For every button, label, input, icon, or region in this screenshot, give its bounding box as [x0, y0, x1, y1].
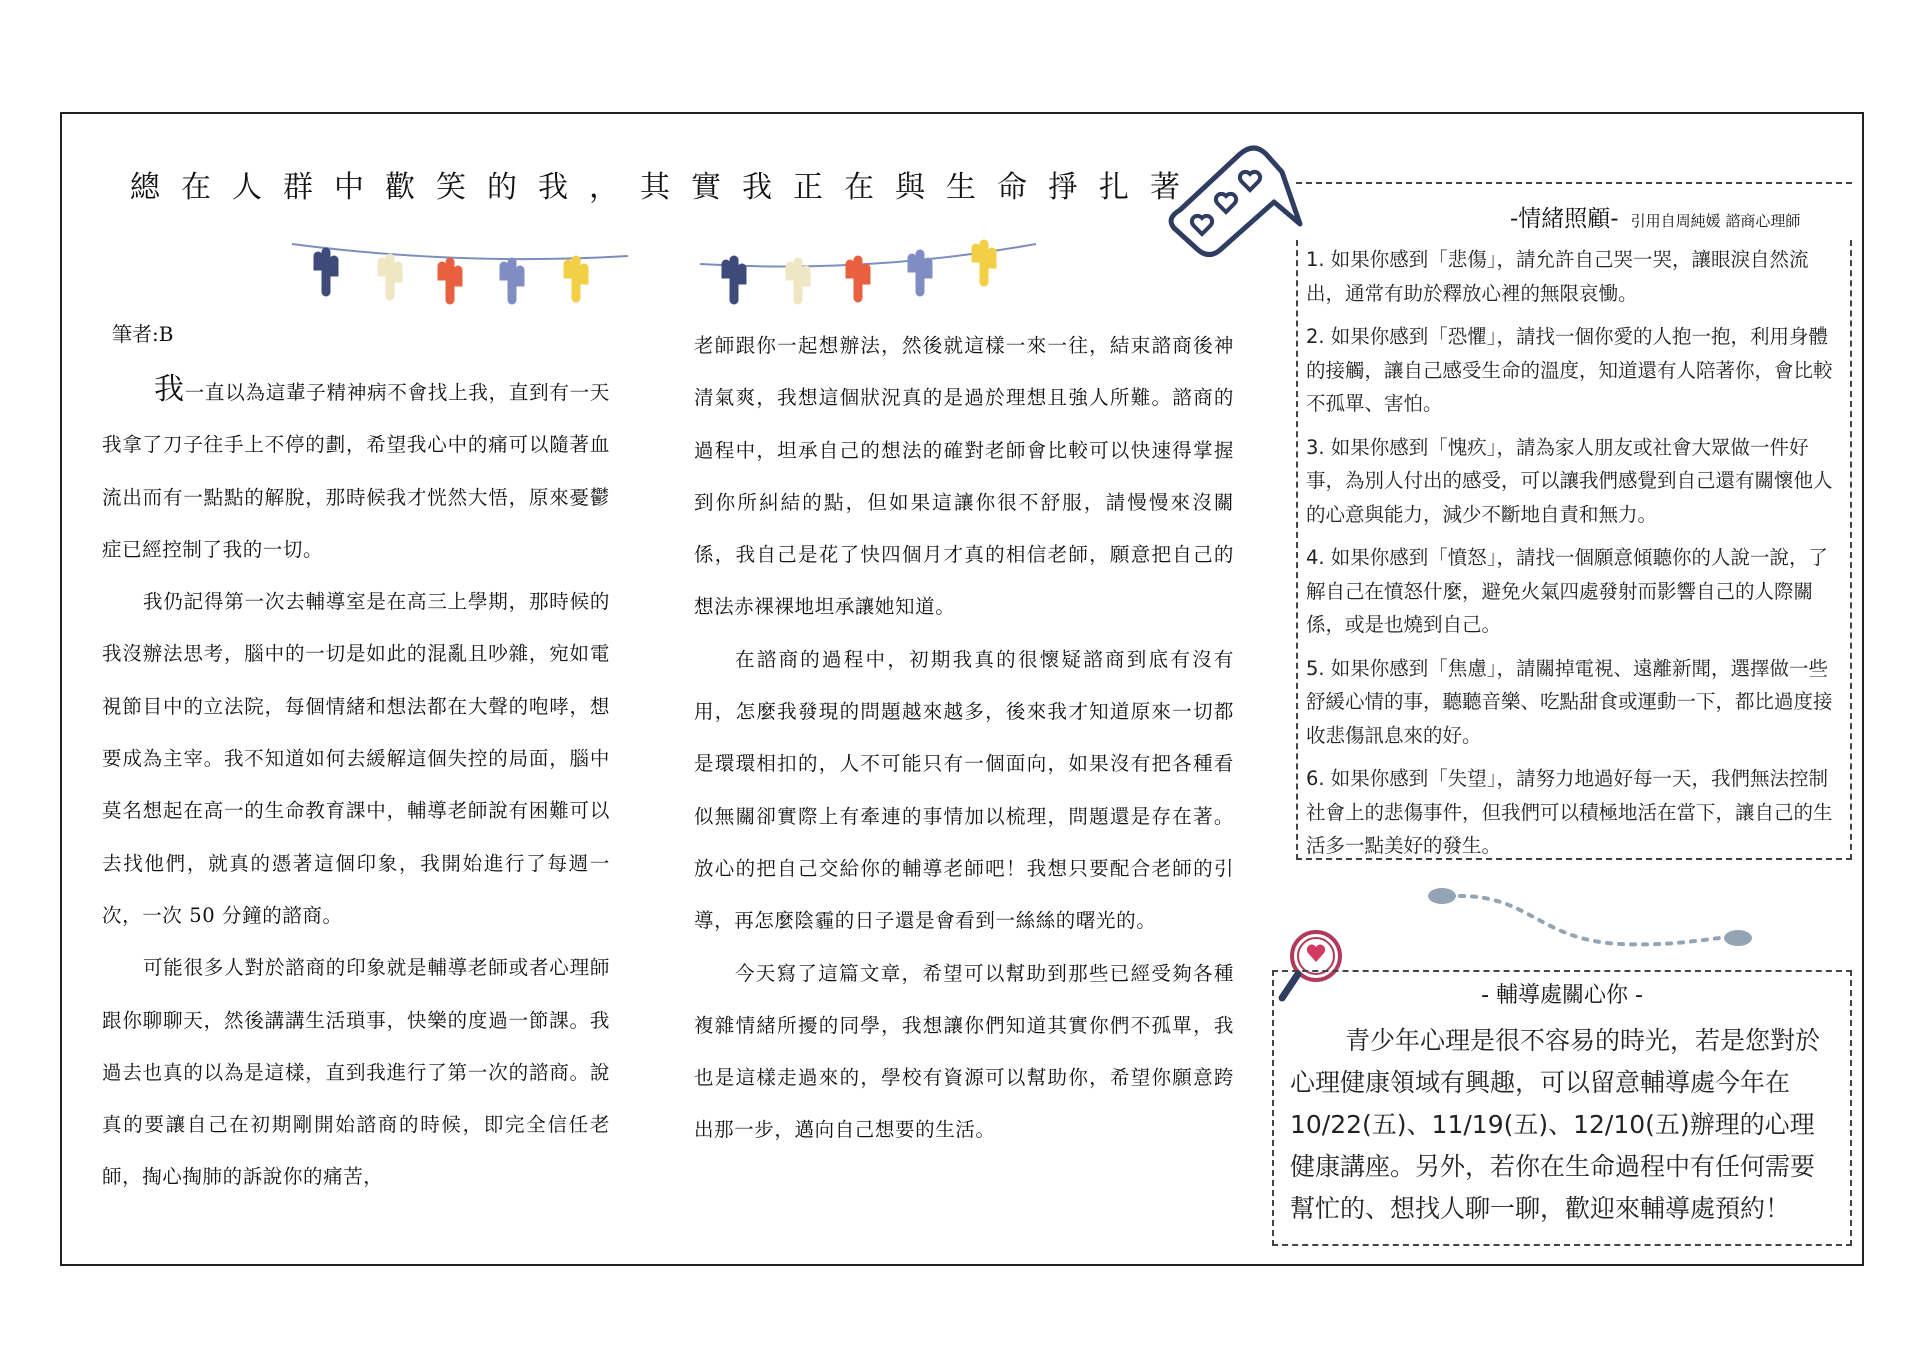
article-paragraph: 在諮商的過程中，初期我真的很懷疑諮商到底有沒有用，怎麼我發現的問題越來越多，後來我才知道原來一切都是環環相扣的，人不可能只有一個面向，如果沒有把各種看似無關卻實際上有牽連的事情加以梳理，問題還是存在著。放心的把自己交給你的輔導老師吧！我想只要配合老師的引導，再怎麼陰霾的日子還是會看到一絲絲的曙光的。: [694, 647, 1234, 933]
list-item: 1. 如果你感到「悲傷」，請允許自己哭一哭，讓眼淚自然流出，通常有助於釋放心裡的無限哀慟。: [1306, 248, 1809, 305]
list-item: 4. 如果你感到「憤怒」，請找一個願意傾聽你的人說一說，了解自己在憤怒什麼，避免火氣四處發射而影響自己的人際關係，或是也燒到自己。: [1306, 546, 1829, 636]
notice-title: - 輔導處關心你 -: [1481, 983, 1643, 1008]
article-paragraph: 可能很多人對於諮商的印象就是輔導老師或者心理師跟你聊聊天，然後講講生活瑣事，快樂的度過一節課。我過去也真的以為是這樣，直到我進行了第一次的諮商。說真的要讓自己在初期剛開始諮商的時候，即完全信任老師，掏心掏肺的訴說你的痛苦，: [102, 956, 610, 1189]
list-item: 6. 如果你感到「失望」，請努力地過好每一天，我們無法控制社會上的悲傷事件，但我們可以積極地活在當下，讓自己的生活多一點美好的發生。: [1306, 767, 1833, 857]
article-paragraph: 老師跟你一起想辦法，然後就這樣一來一往，結束諮商後神清氣爽，我想這個狀況真的是過於理想且強人所難。諮商的過程中，坦承自己的想法的確對老師會比較可以快速得掌握到你所糾結的點，但如果這讓你很不舒服，請慢慢來沒關係，我自己是花了快四個月才真的相信老師，願意把自己的想法赤裸裸地坦承讓她知道。: [694, 334, 1234, 619]
article-title: 總在人群中歡笑的我，其實我正在與生命掙扎著: [130, 170, 1201, 205]
list-item: 3. 如果你感到「愧疚」，請為家人朋友或社會大眾做一件好事，為別人付出的感受，可以讓我們感覺到自己還有關懷他人的心意與能力，減少不斷地自責和無力。: [1306, 435, 1833, 526]
care-heading-text: -情緒照顧-: [1510, 206, 1619, 232]
care-source: 引用自周純媛 諮商心理師: [1630, 212, 1801, 230]
drop-cap: 我: [154, 372, 185, 407]
counseling-notice-box: [1272, 970, 1852, 1246]
notice-body: 青少年心理是很不容易的時光，若是您對於心理健康領域有興趣，可以留意輔導處今年在10/22(五)、11/19(五)、12/10(五)辦理的心理健康講座。另外，若你在生命過程中有任何需要幫忙的、想找人聊一聊，歡迎來輔導處預約！: [1290, 1026, 1821, 1223]
list-item: 2. 如果你感到「恐懼」，請找一個你愛的人抱一抱，利用身體的接觸，讓自己感受生命的溫度，知道還有人陪著你，會比較不孤單、害怕。: [1306, 325, 1833, 415]
cactus-garland-icon: [290, 236, 630, 308]
care-list: [1306, 243, 1846, 873]
article-paragraph: 一直以為這輩子精神病不會找上我，直到有一天我拿了刀子往手上不停的劃，希望我心中的痛可以隨著血流出而有一點點的解脫，那時候我才恍然大悟，原來憂鬱症已經控制了我的一切。: [102, 381, 610, 561]
author-byline: 筆者:B: [112, 322, 174, 346]
article-paragraph: 今天寫了這篇文章，希望可以幫助到那些已經受夠各種複雜情緒所擾的同學，我想讓你們知道其實你們不孤單，我也是這樣走過來的，學校有資源可以幫助你，希望你願意跨出那一步，邁向自己想要的生活。: [694, 961, 1234, 1142]
cactus-garland-icon: [698, 236, 1038, 308]
care-heading: [1510, 200, 1800, 233]
dotted-path-icon: [1420, 880, 1760, 960]
article-paragraph: 我仍記得第一次去輔導室是在高三上學期，那時候的我沒辦法思考，腦中的一切是如此的混亂且吵雜，宛如電視節目中的立法院，每個情緒和想法都在大聲的咆哮，想要成為主宰。我不知道如何去緩解這個失控的局面，腦中莫名想起在高一的生命教育課中，輔導老師說有困難可以去找他們，就真的憑著這個印象，我開始進行了每週一次，一次 50 分鐘的諮商。: [102, 590, 610, 927]
list-item: 5. 如果你感到「焦慮」，請關掉電視、遠離新聞，選擇做一些舒緩心情的事，聽聽音樂、吃點甜食或運動一下，都比過度接收悲傷訊息來的好。: [1306, 656, 1833, 747]
article-column-1: [102, 364, 610, 1204]
speech-bubble-hearts-icon: [1160, 140, 1310, 260]
article-column-2: [694, 320, 1234, 1157]
